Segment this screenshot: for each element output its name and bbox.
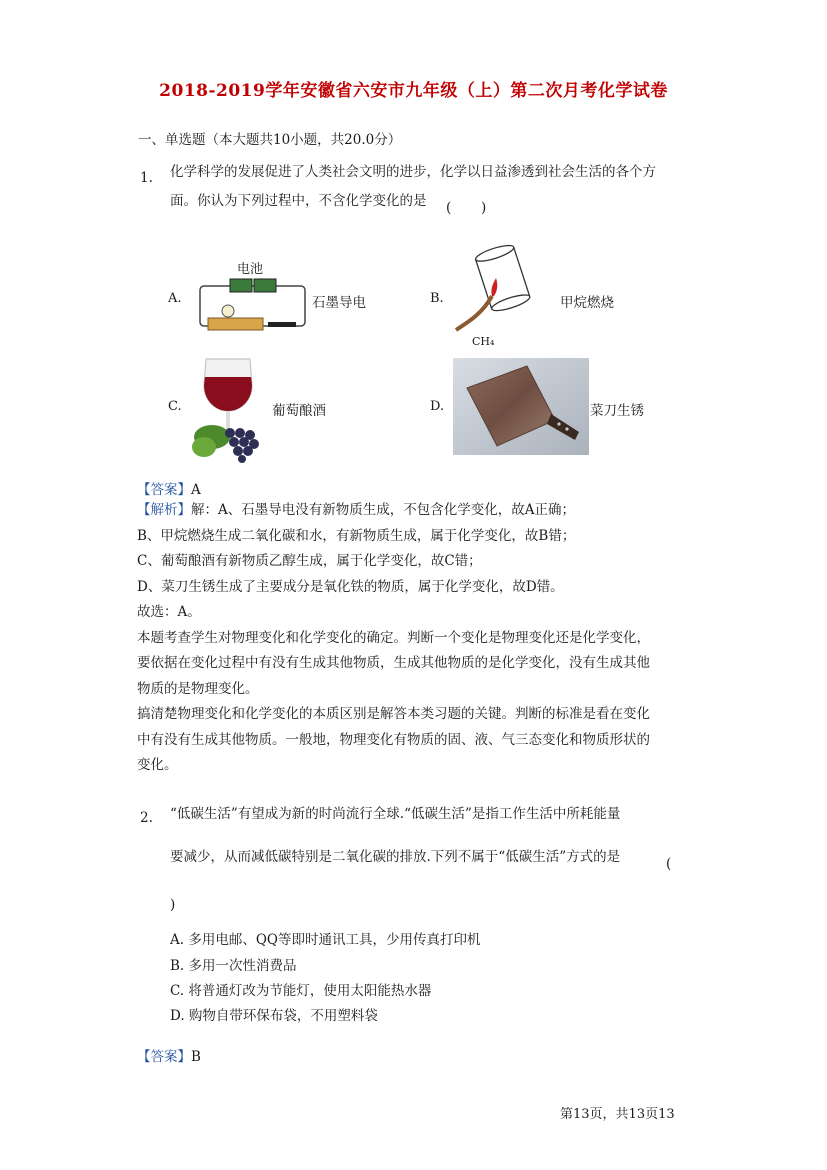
question-1-stem-line1: 化学科学的发展促进了人类社会文明的进步，化学以日益渗透到社会生活的各个方 [170,164,656,180]
answer-tag: 【答案】 [137,1049,191,1065]
page-footer: 第13页，共13页13 [560,1107,675,1122]
analysis-line-1: 【解析】解：A、石墨导电没有新物质生成，不包含化学变化，故A正确； [137,502,575,518]
analysis-line-7: 要依据在变化过程中有没有生成其他物质，生成其他物质的是化学变化，没有生成其他 [137,655,650,671]
answer-2 [137,1045,201,1065]
analysis-line-3: C、葡萄酿酒有新物质乙醇生成，属于化学变化，故C错； [137,553,482,569]
analysis-line-2: B、甲烷燃烧生成二氧化碳和水，有新物质生成，属于化学变化，故B错； [137,527,576,544]
answer-1 [137,478,201,498]
question-2-number: 2. [140,810,153,826]
option-a-letter: A. [168,291,182,306]
question-2-paren-close: ) [170,897,176,913]
answer-value: B [191,1049,201,1065]
option-d-label: 菜刀生锈 [590,403,644,419]
option-b-letter: B. [430,291,444,306]
option-c-label: 葡萄酿酒 [272,403,326,419]
question-2-option-a: A. 多用电邮、QQ等即时通讯工具，少用传真打印机 [170,932,481,948]
option-a-label: 石墨导电 [312,295,366,311]
question-2-stem-line1: “低碳生活”有望成为新的时尚流行全球.“低碳生活”是指工作生活中所耗能量 [170,806,621,822]
question-1-number: 1. [140,170,153,186]
analysis-line-6: 本题考查学生对物理变化和化学变化的确定。判断一个变化是物理变化还是化学变化， [137,629,650,646]
battery-label: 电池 [236,262,264,277]
analysis-line-10: 中有没有生成其他物质。一般地，物理变化有物质的固、液、气三态变化和物质形状的 [137,731,650,748]
methane-formula: CH₄ [472,335,495,348]
page-title: 2018-2019学年安徽省六安市九年级（上）第二次月考化学试卷 [159,81,668,101]
question-2-option-c: C. 将普通灯改为节能灯，使用太阳能热水器 [170,983,432,999]
question-1-paren-close: ) [481,200,487,216]
question-2-option-b: B. 多用一次性消费品 [170,958,297,974]
answer-value: A [191,482,201,498]
section-header: 一、单选题（本大题共10小题，共20.0分） [138,132,402,148]
methane-flame-image [448,244,538,348]
question-2-option-d: D. 购物自带环保布袋，不用塑料袋 [170,1008,378,1024]
analysis-line-5: 故选：A。 [137,604,201,620]
question-1-stem-line2: 面。你认为下列过程中，不含化学变化的是 [170,193,427,209]
analysis-line-8: 物质的是物理变化。 [137,680,259,697]
option-c-letter: C. [168,399,182,414]
analysis-1 [137,498,697,779]
rusty-cleaver-image [453,358,589,455]
question-2-stem-line2: 要减少，从而减低碳特别是二氧化碳的排放.下列不属于“低碳生活”方式的是 [170,849,621,865]
option-d-letter: D. [430,399,445,414]
analysis-line-11: 变化。 [137,757,178,773]
answer-tag: 【答案】 [137,482,191,498]
question-2-paren-open: ( [666,856,672,872]
analysis-line-9: 搞清楚物理变化和化学变化的本质区别是解答本类习题的关键。判断的标准是看在变化 [137,706,650,722]
question-1-paren-open: ( [446,200,452,216]
wine-grapes-image [192,355,268,463]
analysis-line-4: D、菜刀生锈生成了主要成分是氧化铁的物质，属于化学变化，故D错。 [137,578,564,595]
battery-circuit-image [190,258,315,336]
option-b-label: 甲烷燃烧 [560,295,614,311]
analysis-tag: 【解析】 [137,502,191,518]
